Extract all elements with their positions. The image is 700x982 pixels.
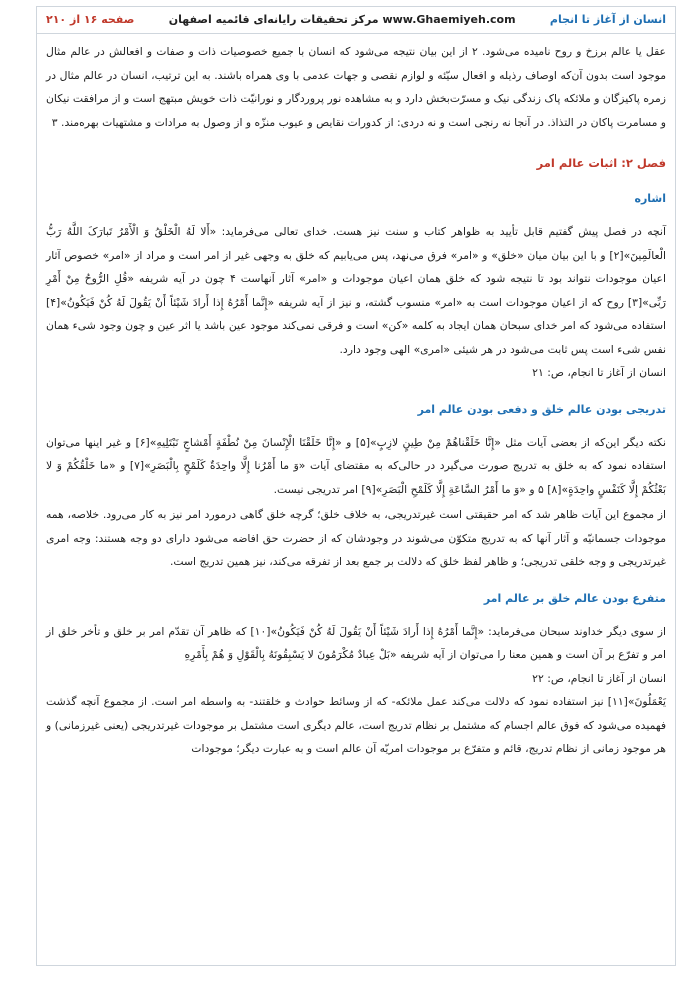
section-3-paragraph-1: از سوی دیگر خداوند سبحان می‌فرماید: «إِنَّما أَمْرُهُ إِذا أَرادَ شَیْئاً أَنْ یَقُولَ لَهُ کُنْ فَیَکُونُ»[۱۰] که ظاهر آن تقدّم امر بر خلق و تأخر خلق از امر و تفرّع بر آن است و همین معنا را می‌توان از آیه شریفه «بَلْ عِبادٌ مُکْرَمُونَ لا یَسْبِقُونَهُ بِالْقَوْلِ وَ هُمْ بِأَمْرِهِ [46,624,666,661]
section-1-paragraph: آنچه در فصل پیش گفتیم قابل تأیید به ظواهر کتاب و سنت نیز هست. خدای تعالی می‌فرماید: «أَلا لَهُ الْخَلْقُ وَ الْأَمْرُ تَبارَکَ اللَّهُ رَبُّ الْعالَمِینَ»[۲] و با این بیان میان «خلق» و «امر» فرق می‌نهد، پس می‌یابیم که خلق به وجهی غیر از امر است و مراد از «امر» خصوص آثار اعیان موجودات نتواند بود تا نتیجه شود که خلق همان اعیان موجودات و «امر» آثار آنهاست ۴ چون در آیه شریفه «قُلِ الرُّوحُ مِنْ أَمْرِ رَبِّی»[۳] روح که از اعیان موجودات است به «امر» منسوب گشته، و نیز از آیه شریفه «إِنَّما أَمْرُهُ إِذا أَرادَ شَیْئاً أَنْ یَقُولَ لَهُ کُنْ فَیَکُونُ»[۴] استفاده می‌شود که امر خدای سبحان همان ایجاد به کلمه «کن» است و فرقی نمی‌کند موجود عین باشد یا اثر عین و چون وجود شیء همان نفس شیء است پس ثابت می‌شود در هر شیئی «امری» الهی وجود دارد. [46,225,666,356]
chapter-heading: فصل ۲: اثبات عالم امر [536,156,666,170]
section-heading-note: اشاره [634,192,666,205]
book-title: انسان از آغاز تا انجام [549,13,666,26]
section-2-paragraph-2: از مجموع این آیات ظاهر شد که امر حقیقتی است غیرتدریجی، به خلاف خلق؛ گرچه خلق گاهی درمورد امر نیز به کار می‌رود. خلاصه، همه موجودات جسمانیّه و آثار آنها که به تدریج متکوّن می‌شوند در وجودشان که از حضرت حق افاضه می‌شود دارای دو وجه هستند: وجه امری غیرتدریجی و وجه خلقی تدریجی؛ و ظاهر لفظ خلق که دلالت بر جمع بعد از تفرقه می‌کند، نیز همین تدریج است. [46,508,666,568]
document-body [46,40,666,761]
site-credit: www.Ghaemiyeh.com مرکز تحقیقات رایانه‌ای قائمیه اصفهان [168,13,516,26]
intro-paragraph: عقل یا عالم برزخ و روح نامیده می‌شود. ۲ از این بیان نتیجه می‌شود که انسان با جمیع خصوصیات ذات و صفات و افعالش در عالم مثال موجود است بدون آن‌که اوصاف رذیله و افعال سیّئه و لوازم نقصی و جهات عدمی با وی همراه باشند. به این ترتیب، انسان در عالم مثال در زمره پاکیزگان و ملائکه پاک زندگی نیک و مسرّت‌بخش دارد و به مشاهده نور پروردگار و نورانیّت ذات خویش مبتهج است و از مرافقت نیکان و مسامرت پاکان در التذاذ. در آنجا نه رنجی است و نه دردی: از کدورات نقایص و عیوب منزّه و از وصول به مرادات و مشتهیات بهره‌مند. ۳ [46,45,666,129]
section-2-paragraph-1: نکته دیگر این‌که از بعضی آیات مثل «إِنَّا خَلَقْناهُمْ مِنْ طِینٍ لازِبٍ»[۵] و «إِنَّا خَلَقْنَا الْإِنْسانَ مِنْ نُطْفَةٍ أَمْشاجٍ نَبْتَلِیهِ»[۶] و غیر اینها می‌توان استفاده نمود که به خلق به تدریج صورت می‌گیرد در حالی‌که به مقتضای آیات «وَ ما أَمْرُنا إِلَّا واحِدَةٌ کَلَمْحٍ بِالْبَصَرِ»[۷] و «ما خَلْقُکُمْ وَ لا بَعْثُکُمْ إِلَّا کَنَفْسٍ واحِدَةٍ»[۸] ۵ و «وَ ما أَمْرُ السَّاعَةِ إِلَّا کَلَمْحِ الْبَصَرِ»[۹] امر تدریجی نیست. [46,435,667,496]
running-header [36,6,676,34]
section-3-paragraph-2: یَعْمَلُونَ»[۱۱] نیز استفاده نمود که دلالت می‌کند عمل ملائکه- که از وسائط حوادث و خلقتند- به واسطه امر است. از مجموع آنچه گذشت فهمیده می‌شود که فوق عالم اجسام که مشتمل بر نظام تدریج است، عالم دیگری است مشتمل بر موجودات غیرتدریجی (یعنی غیرزمانی) و هر موجود زمانی از نظام تدریج، قائم و متفرّع بر موجودات امریّه آن عالم است و به عبارت دیگر؛ موجودات [46,695,666,755]
page-reference: انسان از آغاز تا انجام، ص: ۲۲ [532,671,666,685]
section-heading-subordinate: متفرع بودن عالم خلق بر عالم امر [483,591,666,605]
page-reference: انسان از آغاز تا انجام، ص: ۲۱ [532,366,666,379]
page-number: صفحه ۱۶ از ۲۱۰ [46,13,135,26]
section-heading-gradual: تدریجی بودن عالم خلق و دفعی بودن عالم امر [417,402,666,416]
